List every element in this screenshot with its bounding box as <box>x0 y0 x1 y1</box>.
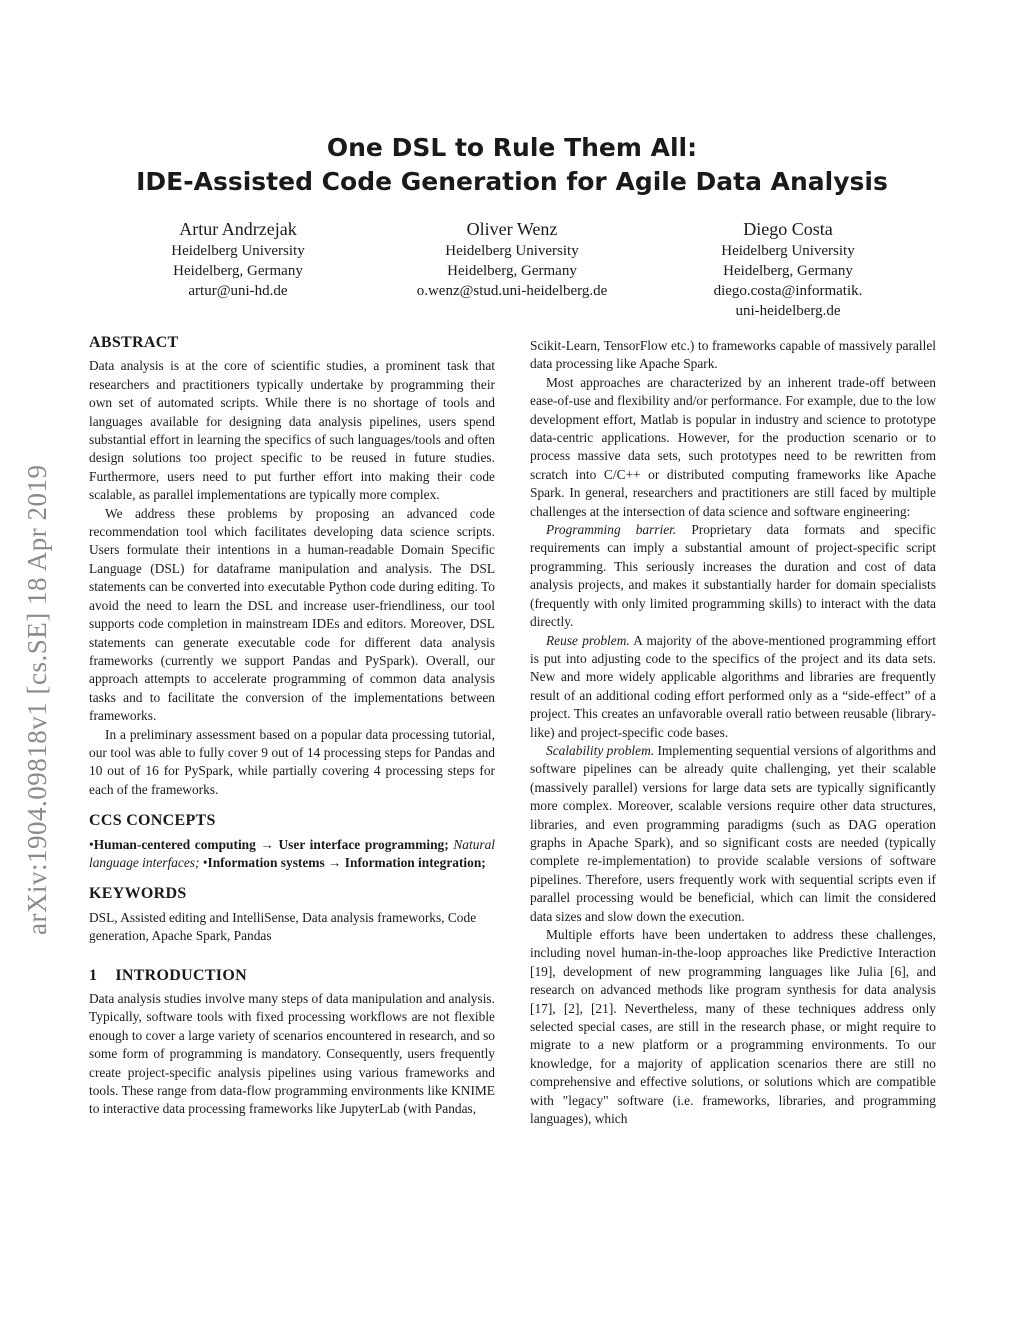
paragraph-text: Proprietary data formats and specific requirements can imply a substantial amount of project-specific script programming. This seriously increases the duration and cost of data analysis projects, and makes it substantially harder for domain specialists (frequently with only limited programming skills) to interact with the data directly. <box>530 522 937 630</box>
author-block <box>362 218 662 301</box>
author-email: diego.costa@informatik. <box>713 283 863 299</box>
author-block <box>88 218 388 301</box>
abstract-section <box>89 334 495 799</box>
author-name: Oliver Wenz <box>466 219 558 239</box>
body-paragraph: Most approaches are characterized by an inherent trade-off between ease-of-use and flexibility and/or performance. For example, due to the low development effort, Matlab is popular in industry and science to prototype data-centric applications. However, for the production scenario or to process massive data sets, such prototypes need to be rewritten from scratch into C/C++ or distributed computing frameworks like Apache Spark. In general, researchers and practitioners are still faced by multiple challenges at the intersection of data science and software engineering: <box>530 374 936 519</box>
paragraph-text: A majority of the above-mentioned programming effort is put into adjusting code to the specifics of the project and its data sets. New and more widely applicable algorithms and libraries are frequently result of an additional coding effort performed only as a “side-effect” of a project. This creates an unfavorable overall ratio between reusable (library-like) and project-specific code bases. <box>530 632 936 740</box>
ccs-heading: CCS CONCEPTS <box>89 812 216 830</box>
abstract-paragraph: In a preliminary assessment based on a popular data processing tutorial, our tool was able to fully cover 9 out of 14 processing steps for Pandas and 10 out of 16 for PySpark, while partially covering 4 processing steps for each of the frameworks. <box>89 726 495 797</box>
introduction-heading <box>89 967 495 985</box>
paragraph-text: Implementing sequential versions of algorithms and software pipelines can be already quite challenging, yet their scalable (massively parallel) versions for large data sets are typically significantly more complex. Moreover, scalable versions require other data structures, libraries, and even programming paradigms (such as DAG operation graphs in Apache Spark), and so significant costs are needed (typically complete re-implementation) to provide scalable versions of software pipelines. Therefore, users frequently work with sequential scripts even if parallel processing would be beneficial, which can limit the considered data sizes and slow down the execution. <box>530 742 936 924</box>
ccs-concepts-text <box>89 836 495 873</box>
body-paragraph <box>530 521 936 631</box>
bullet: • <box>89 836 94 852</box>
author-affiliation: Heidelberg University <box>721 243 855 259</box>
paragraph-label: Reuse problem. <box>546 632 630 648</box>
author-block <box>638 218 938 321</box>
author-email-continued: uni-heidelberg.de <box>735 303 841 319</box>
body-paragraph <box>530 632 936 742</box>
author-affiliation: Heidelberg University <box>445 243 579 259</box>
author-name: Artur Andrzejak <box>179 219 297 239</box>
author-affiliation: Heidelberg University <box>171 243 305 259</box>
left-column <box>89 334 495 1119</box>
introduction-section <box>89 967 495 1119</box>
introduction-paragraph: Data analysis studies involve many steps of data manipulation and analysis. Typically, software tools with fixed processing workflows are not flexible enough to cover a large variety of scenarios encountered in research, and so some form of programming is mandatory. Consequently, users frequently create project-specific analysis pipelines using various frameworks and tools. These range from data-flow programming environments like KNIME to interactive data processing frameworks like JupyterLab (with Pandas, <box>89 991 495 1117</box>
bullet: • <box>202 854 208 870</box>
keywords-text: DSL, Assisted editing and IntelliSense, Data analysis frameworks, Code generation, Apache Spark, Pandas <box>89 909 477 944</box>
section-number: 1 <box>89 966 98 984</box>
ccs-concept: Information systems <box>207 854 325 870</box>
arrow-icon: → <box>324 854 345 870</box>
arxiv-identifier: arXiv:1904.09818v1 [cs.SE] 18 Apr 2019 <box>22 464 52 935</box>
abstract-paragraph: We address these problems by proposing an advanced code recommendation tool which facilitates developing data science scripts. Users formulate their intentions in a human-readable Domain Specific Language (DSL) for dataframe manipulation and analysis. The DSL statements can be converted into executable Python code during editing. To avoid the need to learn the DSL and increase user-friendliness, our tool supports code completion in mainstream IDEs and editors. Moreover, DSL statements can generate executable code for different data analysis frameworks (currently we support Pandas and PySpark). Overall, our approach attempts to accelerate programming of common data analysis tasks and to facilitate the conversion of the implementations between frameworks. <box>89 505 495 724</box>
author-email: artur@uni-hd.de <box>188 283 288 299</box>
abstract-paragraph: Data analysis is at the core of scientific studies, a prominent task that researchers and practitioners typically undertake by programming their own set of automated scripts. While there is no shortage of tools and languages available for designing data analysis pipelines, users spend substantial effort in learning the specifics of such languages/tools and often design solutions too project specific to be reused in future studies. Furthermore, users need to put further effort into making their code scalable, as parallel implementations are typically more complex. <box>89 358 495 503</box>
ccs-concepts-section <box>89 812 495 872</box>
abstract-heading: ABSTRACT <box>89 334 179 351</box>
ccs-concept: Information integration; <box>344 854 486 870</box>
keywords-section <box>89 885 495 945</box>
author-email: o.wenz@stud.uni-heidelberg.de <box>416 283 608 299</box>
ccs-concept: Human-centered computing <box>93 836 256 852</box>
author-location: Heidelberg, Germany <box>173 263 303 279</box>
body-paragraph: Scikit-Learn, TensorFlow etc.) to frameworks capable of massively parallel data processing like Apache Spark. <box>530 338 936 372</box>
paragraph-label: Scalability problem. <box>546 742 655 758</box>
paper-title-line-1: One DSL to Rule Them All: <box>326 133 698 162</box>
ccs-concept: User interface programming; <box>278 836 449 852</box>
body-paragraph <box>530 742 936 926</box>
arrow-icon: → <box>255 836 279 852</box>
section-title: INTRODUCTION <box>115 966 247 984</box>
right-column <box>530 337 936 1128</box>
keywords-heading: KEYWORDS <box>89 885 187 903</box>
author-location: Heidelberg, Germany <box>447 263 577 279</box>
author-location: Heidelberg, Germany <box>723 263 853 279</box>
paragraph-label: Programming barrier. <box>546 522 677 538</box>
author-name: Diego Costa <box>743 219 833 239</box>
body-paragraph: Multiple efforts have been undertaken to address these challenges, including novel human-in-the-loop approaches like Predictive Interaction [19], development of new programming languages like Julia [6], and research on advanced methods like program synthesis for data analysis [17], [2], [21]. Nevertheless, many of these techniques address only selected special cases, are still in the research phase, or might require to migrate to a new platform or a programming environments. To our knowledge, for a majority of application scenarios there are still no comprehensive and effective solutions, or solutions which are compatible with "legacy" software (i.e. frameworks, libraries, and programming languages), which <box>530 927 936 1127</box>
paper-title-line-2: IDE-Assisted Code Generation for Agile Data Analysis <box>136 167 888 196</box>
ccs-concept: Natural language interfaces; <box>89 836 496 870</box>
